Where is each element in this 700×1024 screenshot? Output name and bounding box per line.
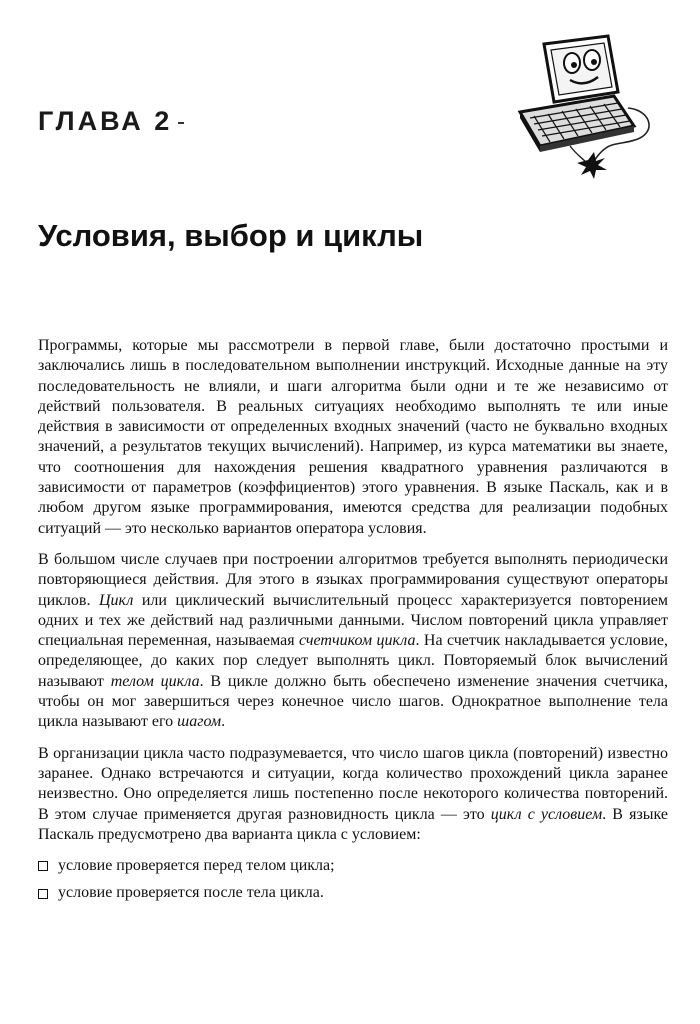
checkbox-square-icon (38, 861, 48, 871)
italic-term: цикл с условием (490, 805, 603, 823)
text-run: . (221, 713, 226, 731)
list-item (38, 856, 668, 876)
bullet-list (38, 856, 668, 904)
laptop-character-icon (510, 30, 660, 180)
text-run: . В языке Паскаль предусмотрено два варианта цикла с условием: (38, 805, 668, 843)
paragraph (38, 744, 668, 845)
list-item (38, 883, 668, 903)
paragraph (38, 336, 668, 539)
chapter-title: Условия, выбор и циклы (38, 218, 424, 253)
italic-term: шагом (177, 713, 222, 731)
text-run: . На счетчик накладывается условие, определяющее, до каких пор следует выполнять цикл. Повторяемый блок вычислений называют (38, 632, 668, 690)
paragraph (38, 550, 668, 733)
text-run: или циклический вычислительный процесс характеризуется повторением одних и тех же действий над различными данными. Числом повторений цикла управляет специальная переменная, называемая (38, 591, 668, 650)
chapter-label: ГЛАВА 2 (38, 106, 173, 136)
chapter-dash (178, 122, 184, 124)
checkbox-square-icon (38, 889, 48, 899)
list-item-text: условие проверяется перед телом цикла; (58, 857, 335, 875)
text-run: . В цикле должно быть обеспечено изменение значения счетчика, чтобы он мог завершиться через конечное число шагов. Однократное выполнение тела цикла называют его (38, 672, 668, 731)
italic-term: Цикл (98, 591, 134, 609)
text-run: Программы, которые мы рассмотрели в первой главе, были достаточно простыми и заключались лишь в последовательном выполнении инструкций. Исходные данные на эту последовательность не влияли, и шаги алгоритма были одни и те же независимо от действий пользователя. В реальных ситуациях необходимо выполнять те или иные действия в зависимости от определенных входных значений (часто не буквально входных значений, а результатов текущих вычислений). Например, из курса математики вы знаете, что соотношения для нахождения решения квадратного уравнения различаются в зависимости от параметров (коэффициентов) этого уравнения. В языке Паскаль, как и в любом другом языке программирования, имеются средства для реализации подобных ситуаций — это несколько вариантов оператора условия. (38, 337, 668, 537)
text-run: В организации цикла часто подразумевается, что число шагов цикла (повторений) известно заранее. Однако встречаются и ситуации, когда количество прохождений цикла заранее неизвестно. Оно определяется лишь постепенно после некоторого количества повторений. В этом случае применяется другая разновидность цикла — это (38, 744, 668, 823)
list-item-text: условие проверяется после тела цикла. (58, 884, 324, 902)
body-text (38, 336, 668, 911)
italic-term: счетчиком цикла (299, 632, 416, 650)
paragraphs (38, 336, 668, 845)
italic-term: телом цикла (110, 672, 200, 690)
text-run: В большом числе случаев при построении алгоритмов требуется выполнять периодически повторяющиеся действия. Для этого в языках программирования существуют операторы циклов. (38, 550, 668, 609)
